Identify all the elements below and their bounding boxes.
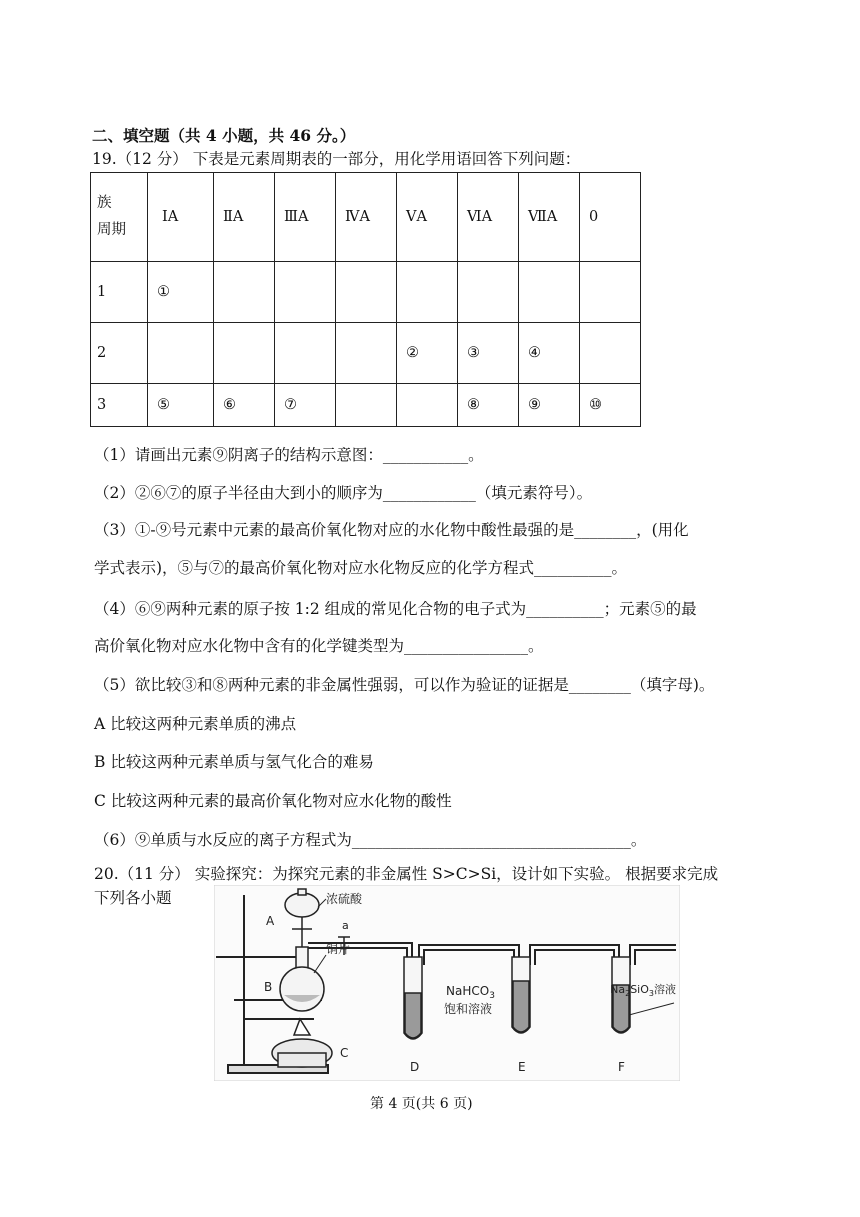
label-d: D xyxy=(410,1060,420,1074)
label-b: B xyxy=(264,980,273,994)
label-nahco3-desc: 饱和溶液 xyxy=(444,1002,493,1016)
group-header: 0 xyxy=(580,173,641,262)
label-a-upper: A xyxy=(266,914,275,928)
sub-question-2: （2）②⑥⑦的原子半径由大到小的顺序为____________（填元素符号）。 xyxy=(94,484,593,502)
element-cell xyxy=(580,323,641,384)
element-cell: ② xyxy=(397,323,458,384)
label-acid: 浓硫酸 xyxy=(326,892,363,906)
element-cell xyxy=(148,323,214,384)
label-valve-a: a xyxy=(342,919,349,932)
group-header: ⅤA xyxy=(397,173,458,262)
element-cell xyxy=(458,262,519,323)
question-20-line-1: 20.（11 分） 实验探究：为探究元素的非金属性 S>C>Si，设计如下实验。 根据要求完成 xyxy=(94,865,719,883)
element-cell: ⑨ xyxy=(519,384,580,427)
element-cell xyxy=(336,384,397,427)
element-cell: ⑩ xyxy=(580,384,641,427)
question-20-line-2: 下列各小题 xyxy=(94,889,172,907)
sub-question-4-line-2: 高价氧化物对应水化物中含有的化学键类型为________________。 xyxy=(94,637,544,655)
option-a: A 比较这两种元素单质的沸点 xyxy=(94,715,297,733)
element-cell xyxy=(397,384,458,427)
element-cell: ⑦ xyxy=(275,384,336,427)
label-f: F xyxy=(618,1060,625,1074)
option-b: B 比较这两种元素单质与氢气化合的难易 xyxy=(94,753,374,771)
element-cell: ⑧ xyxy=(458,384,519,427)
sub-question-3-line-2: 学式表示)，⑤与⑦的最高价氧化物对应水化物反应的化学方程式__________。 xyxy=(94,559,628,577)
sub-question-1: （1）请画出元素⑨阴离子的结构示意图：___________。 xyxy=(94,446,484,464)
group-header: ⅠA xyxy=(148,173,214,262)
table-row xyxy=(91,384,641,427)
element-cell xyxy=(519,262,580,323)
page-footer: 第 4 页(共 6 页) xyxy=(370,1096,473,1112)
group-label: 族 xyxy=(97,195,112,211)
experiment-apparatus-diagram xyxy=(214,885,680,1081)
period-label: 周期 xyxy=(97,222,126,238)
element-cell: ⑥ xyxy=(214,384,275,427)
test-tube-d-icon xyxy=(404,957,422,1039)
table-row xyxy=(91,323,641,384)
period-cell: 1 xyxy=(91,262,148,323)
section-title: 二、填空题（共 4 小题，共 46 分。） xyxy=(92,126,356,145)
option-c: C 比较这两种元素的最高价氧化物对应水化物的酸性 xyxy=(94,792,452,810)
element-cell: ③ xyxy=(458,323,519,384)
group-header: ⅦA xyxy=(519,173,580,262)
label-na2sio3: $Na_2SiO_3$溶液 xyxy=(610,983,676,998)
group-header: ⅥA xyxy=(458,173,519,262)
sub-question-5: （5）欲比较③和⑧两种元素的非金属性强弱，可以作为验证的证据是________（填字母)。 xyxy=(94,676,715,694)
sub-question-3-line-1: （3）①-⑨号元素中元素的最高价氧化物对应的水化物中酸性最强的是________，(用化 xyxy=(94,521,689,539)
element-cell xyxy=(580,262,641,323)
element-cell xyxy=(336,262,397,323)
element-cell xyxy=(214,262,275,323)
label-c: C xyxy=(340,1046,349,1060)
group-header: ⅢA xyxy=(275,173,336,262)
label-copper: 铜片 xyxy=(326,942,351,956)
element-cell xyxy=(397,262,458,323)
corner-cell xyxy=(91,173,148,262)
sub-question-4-line-1: （4）⑥⑨两种元素的原子按 1:2 组成的常见化合物的电子式为__________；元素⑤的最 xyxy=(94,600,697,618)
element-cell xyxy=(275,262,336,323)
table-header-row xyxy=(91,173,641,262)
period-cell: 2 xyxy=(91,323,148,384)
period-cell: 3 xyxy=(91,384,148,427)
label-nahco3: NaHCO$_3$ xyxy=(446,984,495,1001)
element-cell xyxy=(336,323,397,384)
periodic-table xyxy=(90,172,641,427)
element-cell xyxy=(214,323,275,384)
sub-question-6: （6）⑨单质与水反应的离子方程式为____________________________________。 xyxy=(94,831,647,849)
question-19-intro: 19.（12 分） 下表是元素周期表的一部分，用化学用语回答下列问题： xyxy=(92,150,581,168)
table-row xyxy=(91,262,641,323)
test-tube-e-icon xyxy=(512,957,530,1033)
element-cell xyxy=(275,323,336,384)
element-cell: ① xyxy=(148,262,214,323)
label-e: E xyxy=(518,1060,526,1074)
element-cell: ④ xyxy=(519,323,580,384)
element-cell: ⑤ xyxy=(148,384,214,427)
group-header: ⅡA xyxy=(214,173,275,262)
group-header: ⅣA xyxy=(336,173,397,262)
